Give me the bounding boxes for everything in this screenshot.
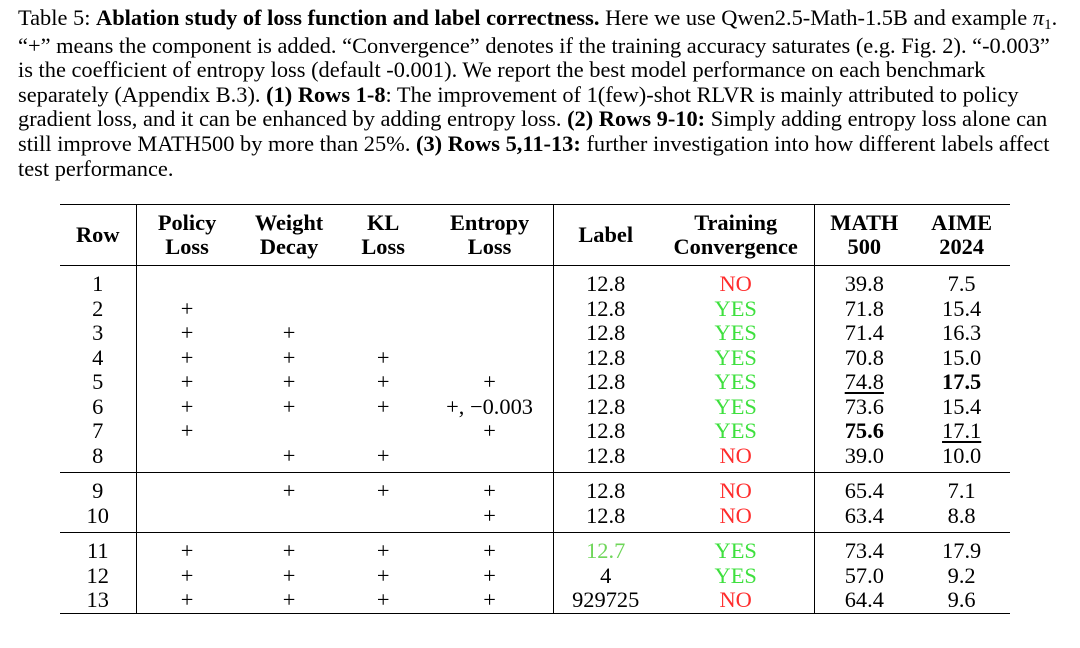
- policy-loss-cell: +: [180, 538, 194, 563]
- table-row: [60, 395, 1010, 420]
- weight-decay-cell: [238, 419, 341, 444]
- convergence-cell: YES: [657, 321, 815, 346]
- math500-cell: 71.4: [844, 320, 884, 345]
- header-label: Label: [554, 205, 657, 266]
- table-row: [60, 473, 1010, 504]
- aime2024-cell: 10.0: [913, 444, 1010, 473]
- math500-cell: 74.8: [844, 369, 884, 394]
- table-row: [60, 444, 1010, 473]
- aime2024-cell: 9.2: [947, 562, 976, 588]
- caption-point-3-label: (3) Rows 5,11-13:: [416, 130, 581, 156]
- table-row: [60, 588, 1010, 613]
- header-policy-loss: Policy Loss: [136, 205, 238, 266]
- weight-decay-cell: +: [238, 444, 341, 473]
- kl-loss-cell: +: [376, 562, 390, 588]
- caption-point-2-text: Simply adding entropy loss alone can still improve MATH500 by more than 25%.: [18, 106, 1048, 156]
- convergence-cell: NO: [657, 266, 815, 297]
- policy-loss-cell: +: [180, 295, 194, 321]
- entropy-loss-cell: [426, 444, 554, 473]
- math500-cell: 39.0: [815, 444, 913, 473]
- aime2024-cell: 17.9: [942, 538, 982, 563]
- aime2024-cell: 15.0: [942, 344, 982, 370]
- math500-cell: 64.4: [815, 588, 913, 613]
- convergence-cell: YES: [657, 297, 815, 322]
- row-number: 10: [60, 504, 136, 533]
- table-header-row: [60, 205, 1010, 266]
- row-number: 6: [60, 395, 136, 420]
- header-aime2024: AIME 2024: [913, 205, 1010, 266]
- weight-decay-cell: +: [282, 369, 296, 394]
- math500-cell: 63.4: [815, 504, 913, 533]
- label-cell: 12.8: [586, 393, 626, 419]
- table-row: [60, 346, 1010, 371]
- kl-loss-cell: +: [376, 393, 390, 419]
- label-cell: 929725: [554, 588, 657, 613]
- aime2024-cell: 9.6: [913, 588, 1010, 613]
- kl-loss-cell: [341, 419, 426, 444]
- row-number: 11: [60, 533, 136, 564]
- header-weight-decay: Weight Decay: [238, 205, 341, 266]
- convergence-cell: YES: [657, 564, 815, 589]
- caption-title: Ablation study of loss function and label correctness.: [96, 5, 600, 30]
- kl-loss-cell: +: [376, 344, 390, 370]
- label-cell: 12.8: [586, 344, 626, 370]
- row-number: 4: [60, 346, 136, 371]
- row-number: 1: [60, 266, 136, 297]
- row-number: 12: [60, 564, 136, 589]
- math500-cell: 73.6: [844, 393, 884, 419]
- header-kl-loss: KL Loss: [341, 205, 426, 266]
- header-training-convergence: Training Convergence: [657, 205, 815, 266]
- convergence-cell: YES: [657, 370, 815, 395]
- weight-decay-cell: +: [238, 588, 341, 613]
- table-row: [60, 321, 1010, 346]
- kl-loss-cell: +: [341, 588, 426, 613]
- weight-decay-cell: +: [282, 478, 296, 503]
- aime2024-cell: 7.5: [947, 271, 976, 296]
- table-row: [60, 297, 1010, 322]
- table-caption: [18, 6, 1064, 181]
- math500-cell: 57.0: [844, 562, 884, 588]
- table-row: [60, 533, 1010, 564]
- caption-text-2: . “+” means the component is added. “Convergence” denotes if the training accuracy saturates (e.g. Fig. 2). “-0.003” is the coefficient of entropy loss (default -0.001). We report the best model performance on each benchmark separately (Appendix B.3).: [18, 5, 1058, 107]
- convergence-cell: NO: [657, 473, 815, 504]
- aime2024-cell: 15.4: [942, 393, 982, 419]
- convergence-cell: NO: [657, 504, 815, 533]
- policy-loss-cell: [136, 444, 238, 473]
- entropy-loss-cell: +: [426, 588, 554, 613]
- caption-point-2-label: (2) Rows 9-10:: [567, 106, 706, 132]
- label-cell: 12.8: [586, 295, 626, 321]
- aime2024-cell: 16.3: [942, 320, 982, 345]
- policy-loss-cell: +: [180, 344, 194, 370]
- entropy-loss-cell: +: [426, 564, 554, 589]
- math500-cell: 65.4: [844, 478, 884, 503]
- row-number: 13: [60, 588, 136, 613]
- caption-point-1-label: (1) Rows 1-8: [266, 81, 386, 107]
- kl-loss-cell: +: [376, 538, 390, 563]
- row-number: 8: [60, 444, 136, 473]
- aime2024-cell: 15.4: [942, 295, 982, 321]
- math500-cell: 73.4: [844, 538, 884, 563]
- weight-decay-cell: +: [282, 344, 296, 370]
- policy-loss-cell: +: [180, 562, 194, 588]
- table-row: [60, 564, 1010, 589]
- label-cell: 12.8: [586, 320, 626, 345]
- header-row: Row: [60, 205, 136, 266]
- label-cell: 12.8: [586, 418, 626, 443]
- weight-decay-cell: [238, 504, 341, 533]
- math500-cell: 39.8: [844, 271, 884, 296]
- caption-text-1: Here we use Qwen2.5-Math-1.5B and example: [605, 5, 1028, 30]
- label-cell: 4: [600, 562, 612, 588]
- label-cell: 12.8: [586, 271, 626, 296]
- header-entropy-loss: Entropy Loss: [426, 205, 554, 266]
- kl-loss-cell: [341, 297, 426, 322]
- weight-decay-cell: [238, 266, 341, 297]
- convergence-cell: NO: [657, 588, 815, 613]
- table-row: [60, 266, 1010, 297]
- kl-loss-cell: [341, 321, 426, 346]
- entropy-loss-cell: +: [426, 504, 554, 533]
- weight-decay-cell: [238, 297, 341, 322]
- header-math500: MATH 500: [815, 205, 913, 266]
- policy-loss-cell: +: [180, 418, 194, 443]
- math500-cell: 75.6: [844, 418, 884, 443]
- kl-loss-cell: [341, 504, 426, 533]
- row-number: 5: [60, 370, 136, 395]
- policy-loss-cell: +: [136, 588, 238, 613]
- entropy-loss-cell: +: [426, 533, 554, 564]
- policy-loss-cell: [136, 473, 238, 504]
- aime2024-cell: 17.1: [942, 418, 982, 443]
- weight-decay-cell: +: [282, 393, 296, 419]
- kl-loss-cell: +: [341, 444, 426, 473]
- label-cell: 12.8: [586, 478, 626, 503]
- weight-decay-cell: +: [282, 320, 296, 345]
- policy-loss-cell: [136, 504, 238, 533]
- entropy-loss-cell: [426, 321, 554, 346]
- label-cell: 12.8: [586, 369, 626, 394]
- table-body: [60, 266, 1010, 614]
- caption-point-3-text: further investigation into how different labels affect test performance.: [18, 130, 1050, 181]
- aime2024-cell: 7.1: [947, 478, 976, 503]
- kl-loss-cell: +: [376, 369, 390, 394]
- weight-decay-cell: +: [282, 562, 296, 588]
- policy-loss-cell: [136, 266, 238, 297]
- entropy-loss-cell: +: [426, 473, 554, 504]
- kl-loss-cell: +: [376, 478, 390, 503]
- caption-prefix: Table 5:: [18, 5, 91, 30]
- entropy-loss-cell: [426, 266, 554, 297]
- entropy-loss-cell: +, −0.003: [426, 395, 554, 420]
- row-number: 3: [60, 321, 136, 346]
- aime2024-cell: 8.8: [913, 504, 1010, 533]
- policy-loss-cell: +: [180, 393, 194, 419]
- entropy-loss-cell: +: [426, 370, 554, 395]
- entropy-loss-cell: [426, 297, 554, 322]
- caption-point-1-text: : The improvement of 1(few)-shot RLVR is mainly attributed to policy gradient loss, and it can be enhanced by adding entropy loss.: [18, 81, 1019, 132]
- row-number: 9: [60, 473, 136, 504]
- math500-cell: 71.8: [844, 295, 884, 321]
- label-cell: 12.8: [554, 504, 657, 533]
- label-cell: 12.8: [554, 444, 657, 473]
- weight-decay-cell: +: [282, 538, 296, 563]
- aime2024-cell: 17.5: [942, 369, 982, 394]
- policy-loss-cell: +: [180, 369, 194, 394]
- entropy-loss-cell: +: [426, 419, 554, 444]
- label-cell: 12.7: [586, 538, 626, 563]
- convergence-cell: YES: [657, 419, 815, 444]
- pi-symbol: π1: [1032, 5, 1052, 33]
- policy-loss-cell: +: [180, 320, 194, 345]
- kl-loss-cell: [341, 266, 426, 297]
- table-row: [60, 504, 1010, 533]
- table-row: [60, 370, 1010, 395]
- row-number: 2: [60, 297, 136, 322]
- entropy-loss-cell: [426, 346, 554, 371]
- row-number: 7: [60, 419, 136, 444]
- convergence-cell: YES: [657, 346, 815, 371]
- math500-cell: 70.8: [844, 344, 884, 370]
- convergence-cell: NO: [657, 444, 815, 473]
- ablation-table: [60, 204, 1010, 614]
- convergence-cell: YES: [657, 395, 815, 420]
- convergence-cell: YES: [657, 533, 815, 564]
- table-row: [60, 419, 1010, 444]
